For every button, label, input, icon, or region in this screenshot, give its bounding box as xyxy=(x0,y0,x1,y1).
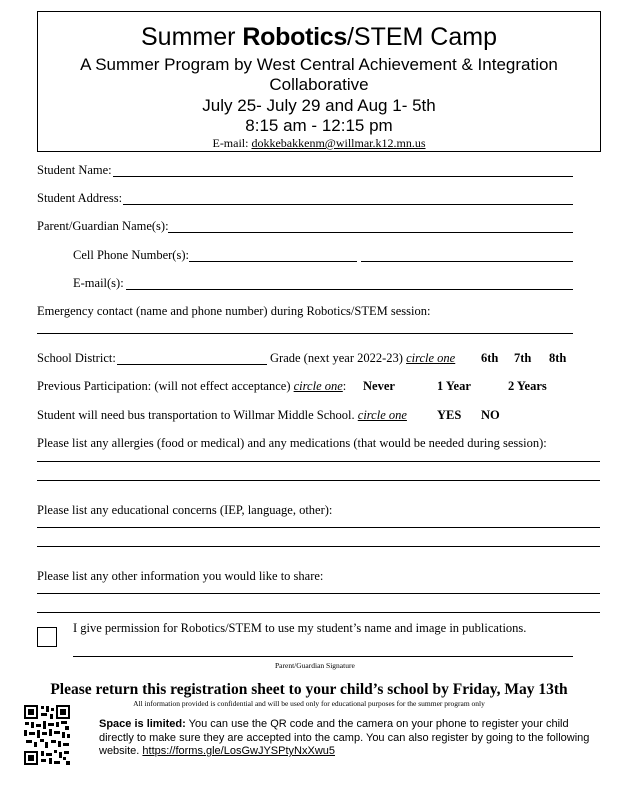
educational-concerns-field-2[interactable] xyxy=(37,546,600,547)
subtitle-line-2: Collaborative xyxy=(269,75,369,94)
grade-option-6th[interactable]: 6th xyxy=(481,351,499,365)
student-address-field[interactable] xyxy=(123,204,573,205)
participation-option-2-years[interactable]: 2 Years xyxy=(508,379,547,393)
participation-option-1-year[interactable]: 1 Year xyxy=(437,379,471,393)
guardian-names-field[interactable] xyxy=(168,232,573,233)
grade-option-8th[interactable]: 8th xyxy=(549,351,567,365)
other-info-field-1[interactable] xyxy=(37,593,600,594)
header-box xyxy=(37,11,601,152)
bus-option-no[interactable]: NO xyxy=(481,408,500,422)
emails-field[interactable] xyxy=(126,289,573,290)
bus-option-yes[interactable]: YES xyxy=(437,408,462,422)
page-title: Summer Robotics/STEM Camp xyxy=(141,23,497,51)
email-link[interactable]: dokkebakkenm@willmar.k12.mn.us xyxy=(251,136,426,150)
qr-code-icon[interactable] xyxy=(23,704,71,766)
permission-checkbox[interactable] xyxy=(37,627,57,647)
prev-circle-one: circle one xyxy=(293,379,343,393)
allergies-label: Please list any allergies (food or medical) and any medications (that would be needed during session): xyxy=(37,436,547,450)
camp-time: 8:15 am - 12:15 pm xyxy=(245,116,393,135)
signature-field[interactable] xyxy=(73,656,573,657)
educational-concerns-field-1[interactable] xyxy=(37,527,600,528)
allergies-field-2[interactable] xyxy=(37,480,600,481)
other-info-field-2[interactable] xyxy=(37,612,600,613)
cell-phone-label: Cell Phone Number(s): xyxy=(73,248,189,262)
guardian-names-label: Parent/Guardian Name(s): xyxy=(37,219,169,233)
return-notice: Please return this registration sheet to your child’s school by Friday, May 13th xyxy=(50,681,568,698)
camp-dates: July 25- July 29 and Aug 1- 5th xyxy=(202,96,436,115)
school-district-field[interactable] xyxy=(117,364,267,365)
grade-label: Grade (next year 2022-23) circle one xyxy=(270,351,456,365)
educational-concerns-label: Please list any educational concerns (IEP, language, other): xyxy=(37,503,333,517)
confidential-note: All information provided is confidential and will be used only for educational purposes for the summer program only xyxy=(133,699,485,708)
registration-link[interactable]: https://forms.gle/LosGwJYSPtyNxXwu5 xyxy=(142,745,335,757)
participation-option-never[interactable]: Never xyxy=(363,379,395,393)
student-name-field[interactable] xyxy=(113,176,573,177)
title-bold: Robotics xyxy=(242,23,347,51)
previous-participation-label: Previous Participation: (will not effect acceptance) circle one: xyxy=(37,379,347,393)
emails-label: E-mail(s): xyxy=(73,276,124,290)
student-address-label: Student Address: xyxy=(37,191,123,205)
space-limited-heading: Space is limited: xyxy=(99,718,186,730)
contact-email: E-mail: dokkebakkenm@willmar.k12.mn.us xyxy=(212,136,426,150)
space-limited-paragraph: Space is limited: You can use the QR code and the camera on your phone to register your child directly to make sure they are accepted into the camp. You can also register by going to the following website. https://forms.gle/LosGwJYSPtyNxXwu5 xyxy=(99,718,590,757)
signature-caption: Parent/Guardian Signature xyxy=(275,661,355,670)
cell-phone-field-1[interactable] xyxy=(189,261,357,262)
other-info-label: Please list any other information you would like to share: xyxy=(37,569,324,583)
student-name-label: Student Name: xyxy=(37,163,112,177)
bus-transportation-label: Student will need bus transportation to Willmar Middle School. circle one xyxy=(37,408,407,422)
subtitle-line-1: A Summer Program by West Central Achievement & Integration xyxy=(80,55,558,74)
grade-option-7th[interactable]: 7th xyxy=(514,351,532,365)
emergency-contact-label: Emergency contact (name and phone number) during Robotics/STEM session: xyxy=(37,304,431,318)
permission-text: I give permission for Robotics/STEM to use my student’s name and image in publications. xyxy=(73,621,527,635)
allergies-field-1[interactable] xyxy=(37,461,600,462)
grade-circle-one: circle one xyxy=(406,351,456,365)
bus-circle-one: circle one xyxy=(357,408,407,422)
school-district-label: School District: xyxy=(37,351,116,365)
cell-phone-field-2[interactable] xyxy=(361,261,573,262)
emergency-contact-field[interactable] xyxy=(37,333,573,334)
